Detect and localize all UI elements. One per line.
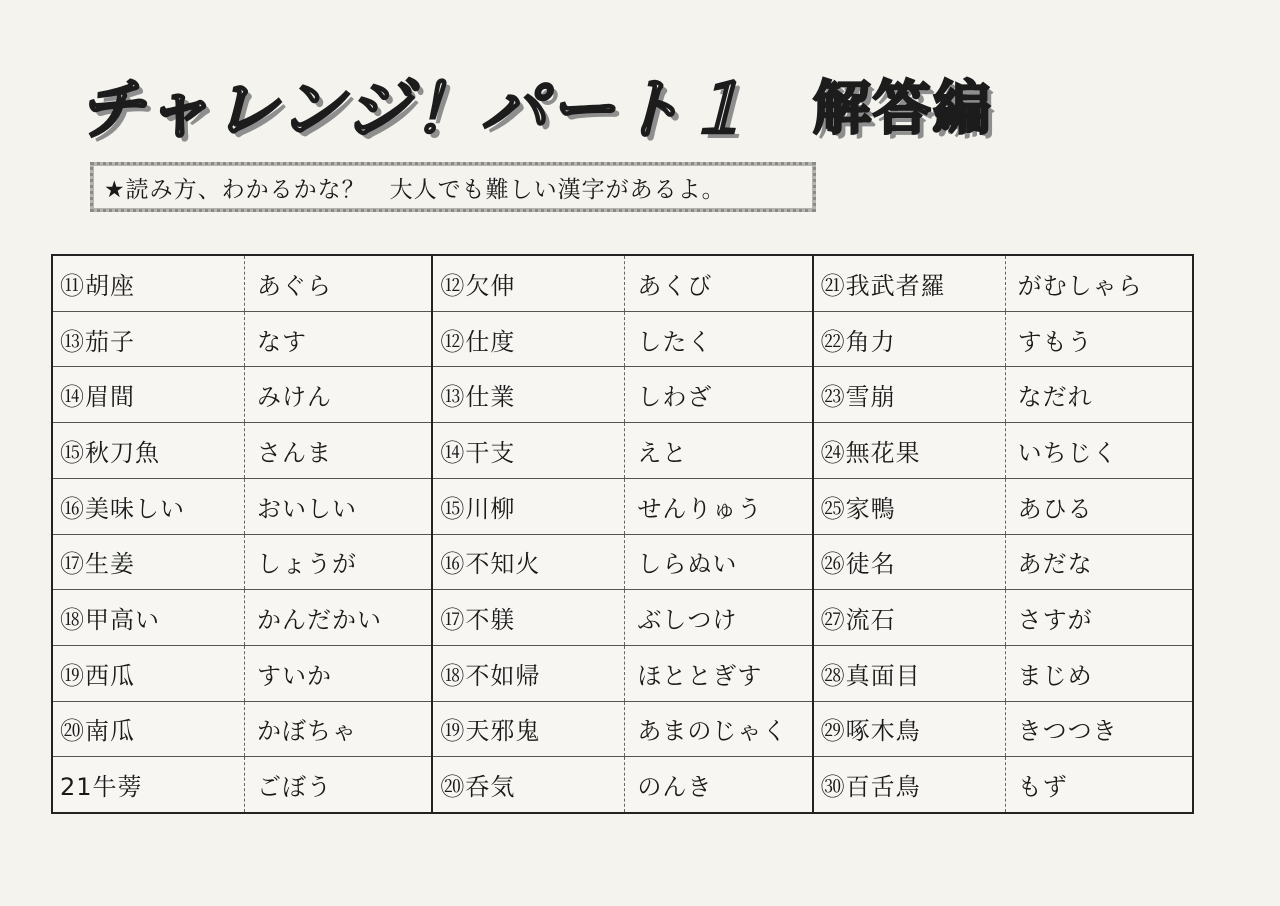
kanji-cell: ⑳南瓜 [53,702,245,757]
table-row [814,423,1192,479]
kanji-cell: ㉕家鴨 [814,479,1006,534]
reading-cell: まじめ [1017,661,1093,690]
reading-cell: しょうが [257,550,357,579]
title-main: チャレンジ！パート１ [78,70,753,148]
kanji-cell: ⑫仕度 [433,312,625,367]
reading-cell: あだな [1017,550,1093,579]
kanji-cell: ⑲西瓜 [53,646,245,701]
reading-cell: さんま [257,438,332,467]
table-row [53,312,431,368]
kanji-cell: ㉚百舌鳥 [814,757,1006,812]
kanji-cell: ㉘真面目 [814,646,1006,701]
reading-cell: ごぼう [257,773,332,802]
kanji-cell: ㉔無花果 [814,423,1006,478]
table-row [433,367,811,423]
kanji-cell: ⑫欠伸 [433,256,625,311]
table-row [814,646,1192,702]
table-row [814,367,1192,423]
kanji-cell: ⑬茄子 [53,312,245,367]
reading-cell: さすが [1017,606,1093,635]
table-row [433,535,811,591]
page-title [78,58,993,148]
reading-cell: したく [637,327,713,356]
table-row [53,256,431,312]
table-row [433,646,811,702]
table-row [814,535,1192,591]
table-row [433,590,811,646]
kanji-cell: ⑯美味しい [53,479,245,534]
table-row [53,367,431,423]
subtitle-banner [90,162,816,212]
subtitle-text: ★読み方、わかるかな？ 大人でも難しい漢字があるよ。 [104,176,726,203]
table-row [433,312,811,368]
reading-cell: おいしい [257,494,357,523]
kanji-cell: ㉖徒名 [814,535,1006,590]
reading-cell: しらぬい [637,550,738,579]
answer-column-3 [812,256,1192,812]
reading-cell: かぼちゃ [257,717,357,746]
table-row [814,702,1192,758]
kanji-cell: ⑭干支 [433,423,625,478]
kanji-cell: ⑰不躾 [433,590,625,645]
table-row [433,702,811,758]
answer-column-1 [53,256,431,812]
kanji-cell: ㉗流石 [814,590,1006,645]
reading-cell: えと [637,438,688,467]
reading-cell: あぐら [257,271,332,300]
reading-cell: のんき [637,773,713,802]
table-row [53,423,431,479]
reading-cell: せんりゅう [637,494,763,523]
kanji-cell: 21牛蒡 [53,757,245,812]
kanji-cell: ⑮川柳 [433,479,625,534]
reading-cell: きつつき [1017,717,1118,746]
kanji-cell: ⑯不知火 [433,535,625,590]
reading-cell: あまのじゃく [637,717,788,746]
reading-cell: あくび [637,271,713,300]
table-row [53,646,431,702]
table-row [814,312,1192,368]
reading-cell: あひる [1017,494,1093,523]
kanji-cell: ⑪胡座 [53,256,245,311]
kanji-cell: ⑱甲高い [53,590,245,645]
reading-cell: すもう [1017,327,1093,356]
kanji-cell: ⑰生姜 [53,535,245,590]
reading-cell: がむしゃら [1017,271,1143,300]
reading-cell: しわざ [637,383,713,412]
table-row [814,479,1192,535]
reading-cell: いちじく [1017,438,1118,467]
kanji-cell: ㉓雪崩 [814,367,1006,422]
reading-cell: なす [257,327,307,356]
kanji-cell: ㉙啄木鳥 [814,702,1006,757]
table-row [53,702,431,758]
table-row [814,590,1192,646]
answer-column-2 [431,256,811,812]
table-row [433,423,811,479]
kanji-cell: ⑳呑気 [433,757,625,812]
reading-cell: すいか [257,661,332,690]
table-row [433,479,811,535]
table-row [814,757,1192,812]
kanji-cell: ⑭眉間 [53,367,245,422]
answer-table [51,254,1194,814]
table-row [53,757,431,812]
kanji-cell: ⑬仕業 [433,367,625,422]
table-row [53,479,431,535]
kanji-cell: ⑱不如帰 [433,646,625,701]
reading-cell: もず [1017,773,1068,802]
reading-cell: なだれ [1017,383,1093,412]
table-row [53,590,431,646]
reading-cell: みけん [257,383,332,412]
reading-cell: かんだかい [257,606,382,635]
reading-cell: ぶしつけ [637,606,738,635]
kanji-cell: ⑮秋刀魚 [53,423,245,478]
title-sub: 解答編 [812,74,993,142]
table-row [814,256,1192,312]
kanji-cell: ㉒角力 [814,312,1006,367]
kanji-cell: ⑲天邪鬼 [433,702,625,757]
table-row [433,256,811,312]
reading-cell: ほととぎす [637,661,763,690]
table-row [433,757,811,812]
table-row [53,535,431,591]
kanji-cell: ㉑我武者羅 [814,256,1006,311]
